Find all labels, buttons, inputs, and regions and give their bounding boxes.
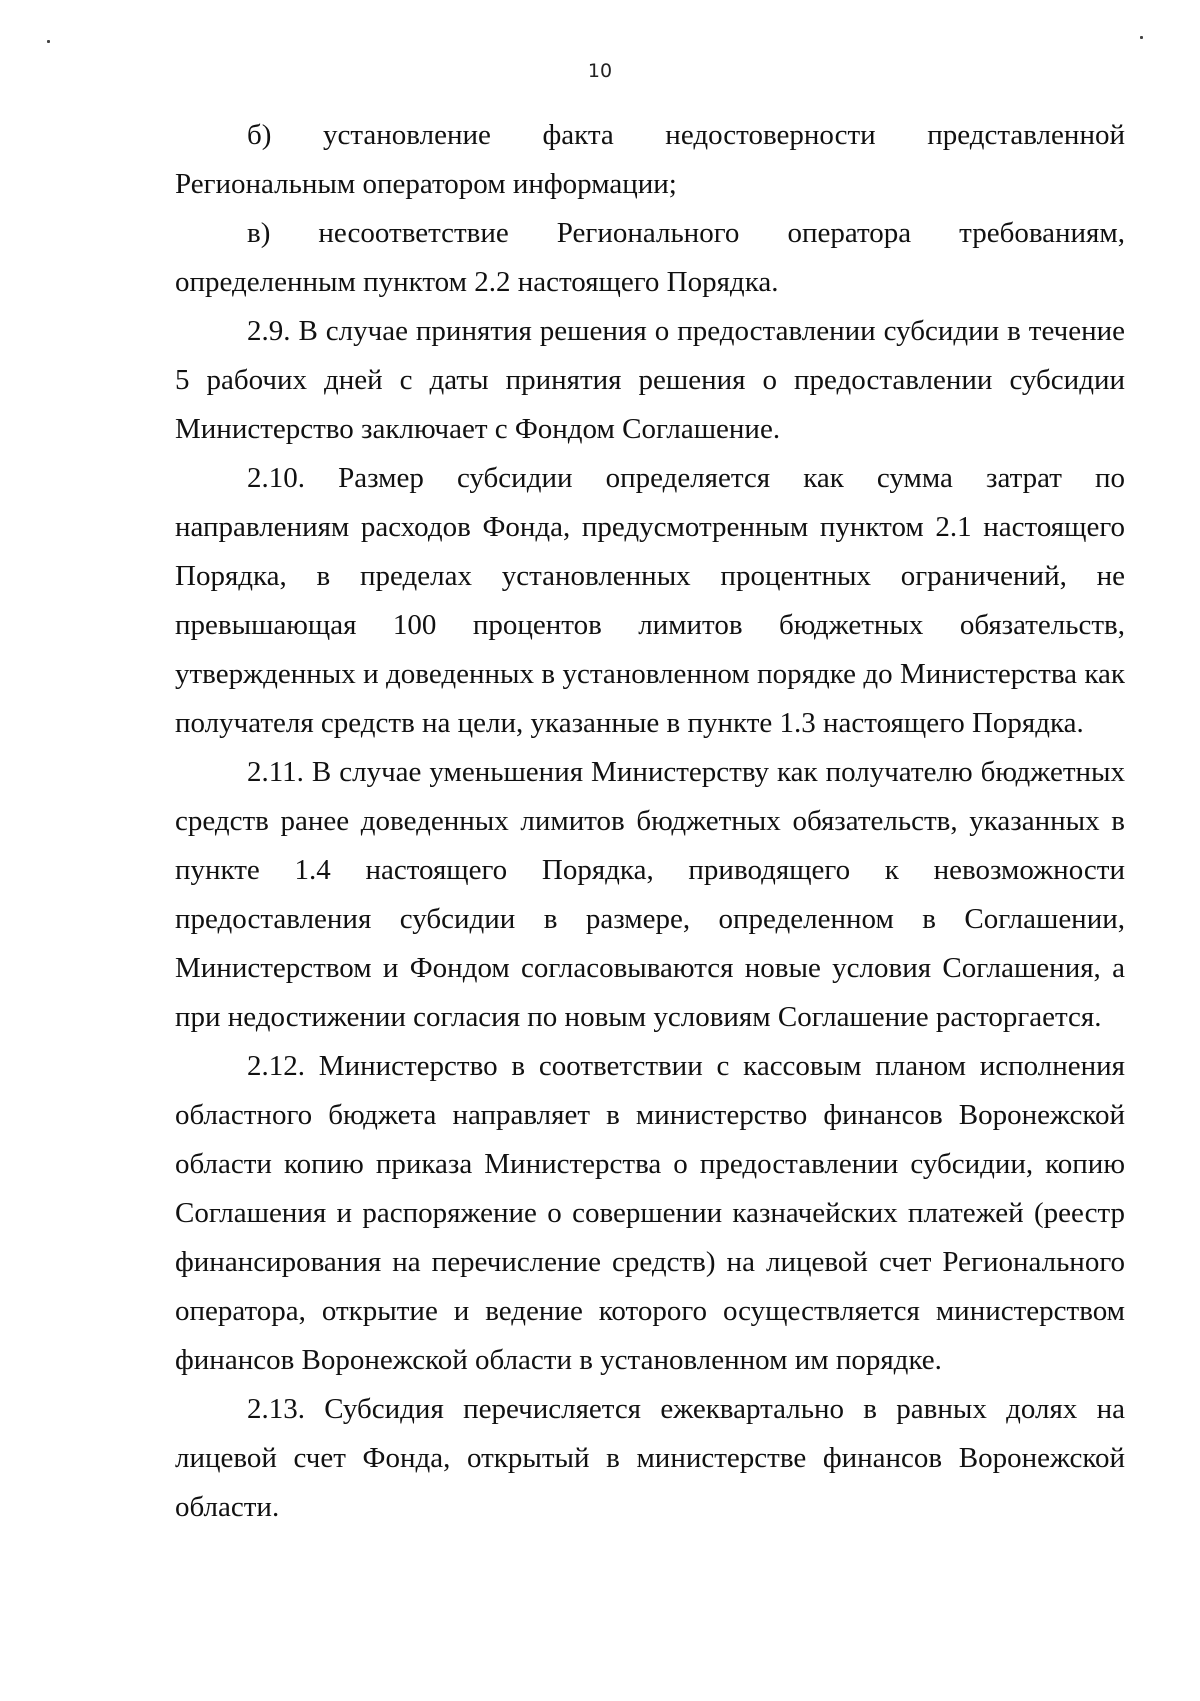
paragraph-b: б) установление факта недостоверности представленной Региональным оператором информации;: [175, 119, 1125, 200]
paragraph-2-12: 2.12. Министерство в соответствии с кассовым планом исполнения областного бюджета направляет в министерство финансов Воронежской области копию приказа Министерства о предоставлении субсидии, копию Соглашения и распоряжение о совершении казначейских платежей (реестр финансирования на перечисление средств) на лицевой счет Регионального оператора, открытие и ведение которого осуществляется министерством финансов Воронежской области в установленном им порядке.: [175, 1050, 1125, 1376]
paragraph-2-9: 2.9. В случае принятия решения о предоставлении субсидии в течение 5 рабочих дней с даты принятия решения о предоставлении субсидии Министерство заключает с Фондом Соглашение.: [175, 315, 1125, 445]
scan-dot-right: [1140, 36, 1143, 39]
paragraph-2-10: 2.10. Размер субсидии определяется как сумма затрат по направлениям расходов Фонда, предусмотренным пунктом 2.1 настоящего Порядка, в пределах установленных процентных ограничений, не превышающая 100 процентов лимитов бюджетных обязательств, утвержденных и доведенных в установленном порядке до Министерства как получателя средств на цели, указанные в пункте 1.3 настоящего Порядка.: [175, 462, 1125, 739]
scan-dot-left: [47, 40, 50, 43]
paragraph-2-11: 2.11. В случае уменьшения Министерству как получателю бюджетных средств ранее доведенных лимитов бюджетных обязательств, указанных в пункте 1.4 настоящего Порядка, приводящего к невозможности предоставления субсидии в размере, определенном в Соглашении, Министерством и Фондом согласовываются новые условия Соглашения, а при недостижении согласия по новым условиям Соглашение расторгается.: [175, 756, 1125, 1033]
page-number: 10: [587, 60, 613, 82]
paragraph-v: в) несоответствие Регионального оператора требованиям, определенным пунктом 2.2 настоящего Порядка.: [175, 217, 1125, 298]
paragraph-2-13: 2.13. Субсидия перечисляется ежеквартально в равных долях на лицевой счет Фонда, открытый в министерстве финансов Воронежской области.: [175, 1393, 1125, 1523]
document-body: [175, 111, 1125, 1532]
